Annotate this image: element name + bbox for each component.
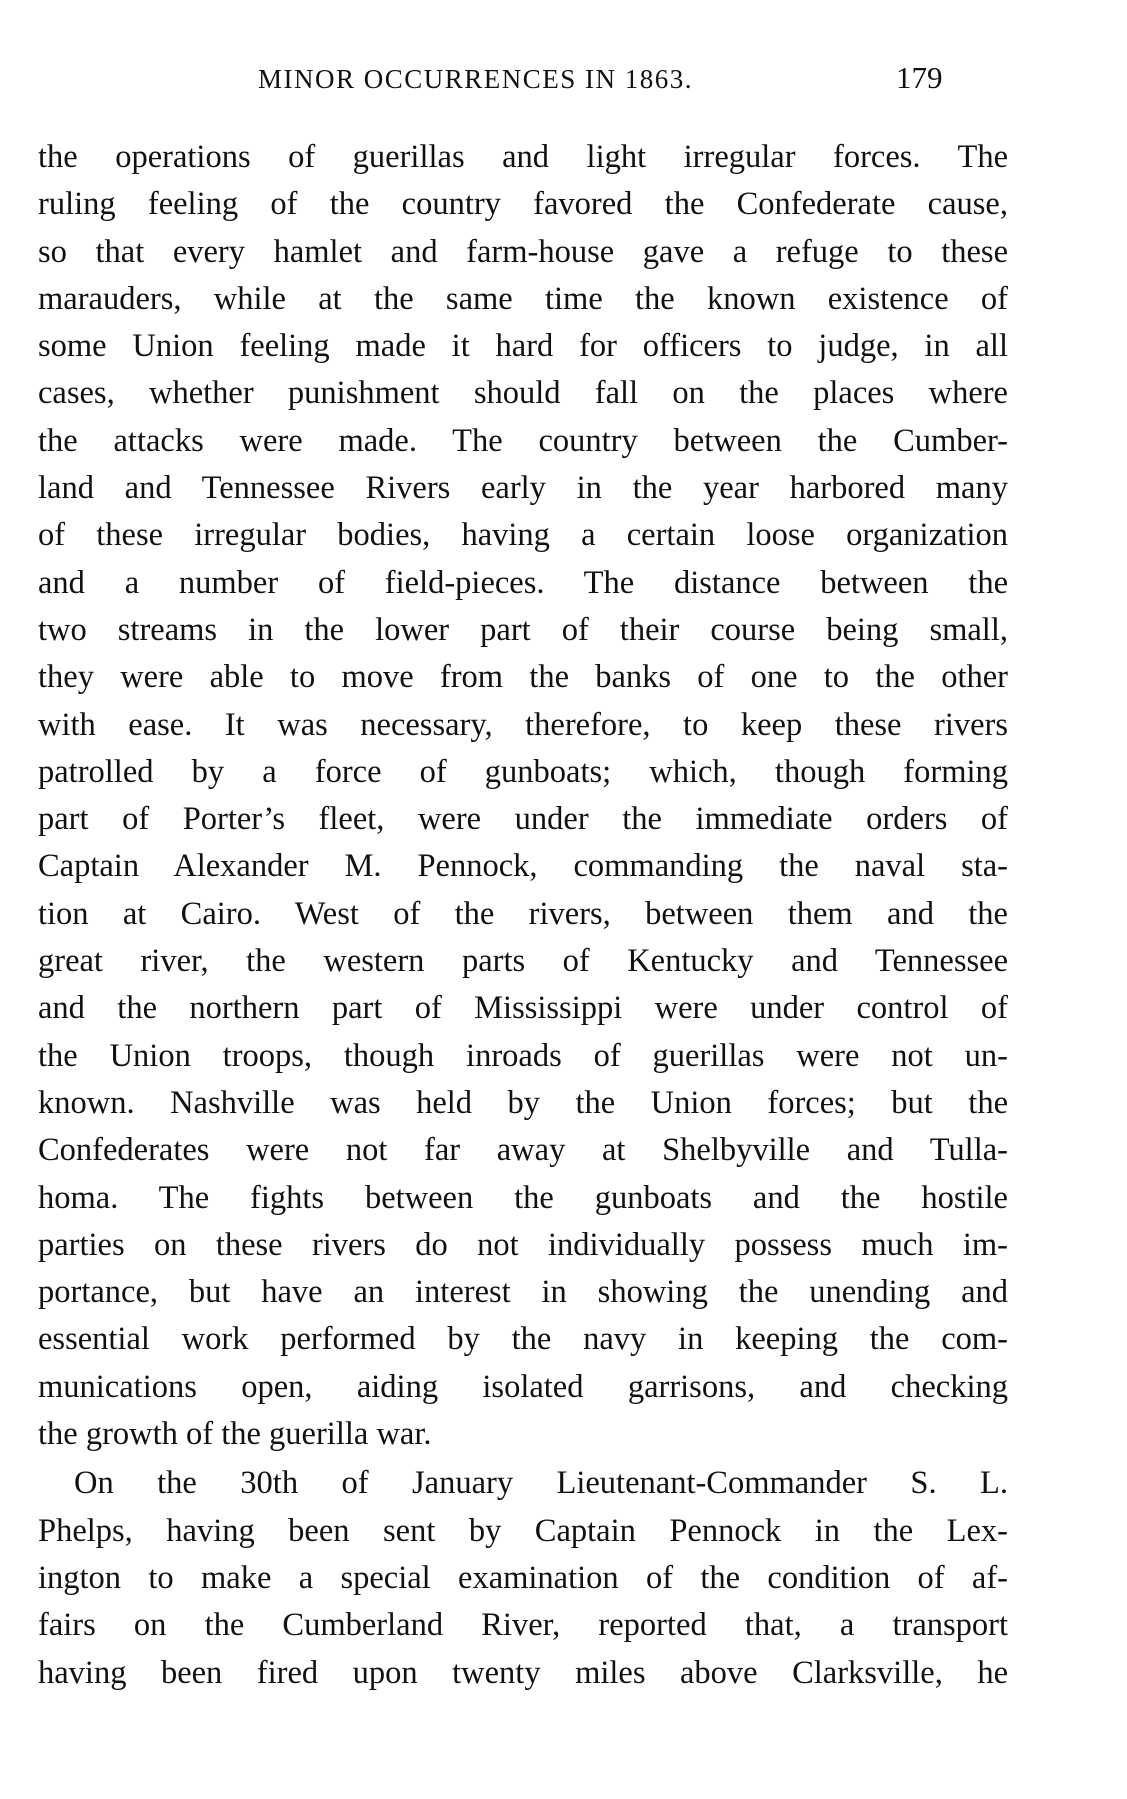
text-line: tion at Cairo. West of the rivers, between them and the (38, 895, 1008, 932)
text-line: and a number of field-pieces. The distance between the (38, 564, 1008, 601)
paragraph-1 (38, 134, 1008, 1458)
text-line: Phelps, having been sent by Captain Pennock in the Lex- (38, 1512, 1008, 1549)
text-line: On the 30th of January Lieutenant-Commander S. L. (74, 1465, 1008, 1502)
text-line: the Union troops, though inroads of guerillas were not un- (38, 1037, 1008, 1074)
text-line: the attacks were made. The country between the Cumber- (38, 422, 1008, 459)
text-line: they were able to move from the banks of one to the other (38, 659, 1008, 696)
text-line: having been fired upon twenty miles above Clarksville, he (38, 1654, 1008, 1691)
text-line: munications open, aiding isolated garrisons, and checking (38, 1368, 1008, 1405)
text-line: essential work performed by the navy in keeping the com- (38, 1321, 1008, 1358)
text-line: with ease. It was necessary, therefore, to keep these rivers (38, 706, 1008, 743)
text-line: and the northern part of Mississippi were under control of (38, 990, 1008, 1027)
text-line: ington to make a special examination of the condition of af- (38, 1559, 1008, 1596)
text-line: the operations of guerillas and light irregular forces. The (38, 139, 1008, 175)
text-line: so that every hamlet and farm-house gave a refuge to these (38, 233, 1008, 270)
page-header (38, 52, 1008, 112)
text-line: two streams in the lower part of their course being small, (38, 611, 1008, 648)
text-line: homa. The fights between the gunboats and the hostile (38, 1179, 1008, 1216)
text-line: known. Nashville was held by the Union forces; but the (38, 1084, 1008, 1121)
text-line: parties on these rivers do not individually possess much im- (38, 1226, 1008, 1263)
text-line: patrolled by a force of gunboats; which, though forming (38, 753, 1008, 790)
text-line: land and Tennessee Rivers early in the year harbored many (38, 470, 1008, 507)
text-line: cases, whether punishment should fall on the places where (38, 375, 1008, 412)
body-text (38, 134, 1008, 1697)
text-line: portance, but have an interest in showing the unending and (38, 1274, 1008, 1311)
text-line: fairs on the Cumberland River, reported that, a transport (38, 1607, 1008, 1644)
text-line: part of Porter’s fleet, were under the immediate orders of (38, 801, 1008, 838)
text-line: the growth of the guerilla war. (38, 1416, 432, 1453)
book-page (38, 52, 1008, 1691)
paragraph-2 (38, 1460, 1008, 1696)
text-line: Confederates were not far away at Shelbyville and Tulla- (38, 1132, 1008, 1169)
text-line: some Union feeling made it hard for officers to judge, in all (38, 328, 1008, 365)
running-title: MINOR OCCURRENCES IN 1863. (258, 64, 694, 94)
text-line: ruling feeling of the country favored the Confederate cause, (38, 186, 1008, 223)
page-number: 179 (896, 60, 943, 95)
text-line: great river, the western parts of Kentucky and Tennessee (38, 943, 1008, 980)
text-line: Captain Alexander M. Pennock, commanding the naval sta- (38, 848, 1008, 885)
text-line: marauders, while at the same time the known existence of (38, 280, 1008, 317)
text-line: of these irregular bodies, having a certain loose organization (38, 517, 1008, 554)
